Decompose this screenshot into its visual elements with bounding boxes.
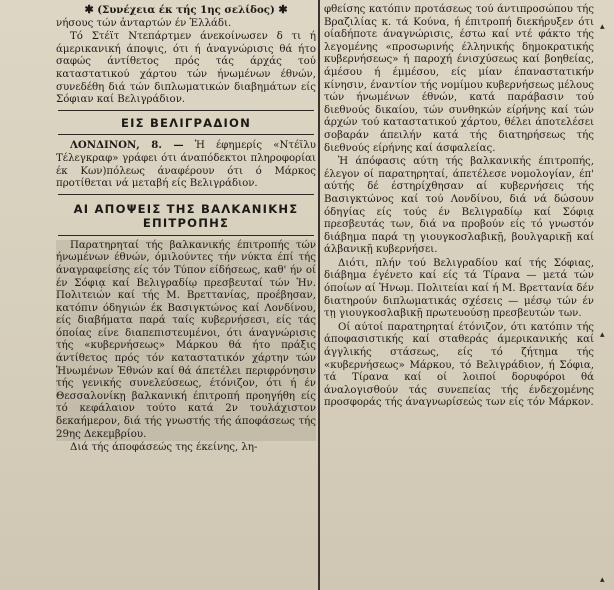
section-heading-balkan-committee xyxy=(56,202,316,230)
right-column xyxy=(324,0,594,411)
section-divider xyxy=(58,194,314,195)
intro-paragraph: Τό Στέϊτ Ντεπάρτμεν άνεκοίνωσεν δ τι ή άμερικανική άποψις, ότι ή ἀναγνώρισις θά ήτο σαφώς άντίθετος πρός τάς άρχάς τού καταστατικού χάρτου τών ήνωμένων έθνών, συνεδέθη διά τών διπλωματικών διαβημάτων είς Σόφιαν καί Βελιγράδιον. xyxy=(56,31,316,106)
section-divider xyxy=(58,110,314,111)
continuation-note: ✱ (Συνέχεια έκ τής 1ης σελίδος) ✱ xyxy=(84,3,288,16)
section-divider xyxy=(58,134,314,135)
margin-mark-icon: ▴ xyxy=(600,330,605,340)
dispatch-text: Ἡ έφημερίς «Ντέϊλυ Τέλεγκραφ» γράφει ότι άναπόδεκτοι πληροφορίαι έκ Κων)πόλεως άναφέρουν ότι ό Μάρκος προτίθεται νά μεταβή είς Βελιγράδιον. xyxy=(56,140,316,190)
london-dispatch xyxy=(56,139,316,190)
column-rule xyxy=(318,0,320,590)
heading-line: ΕΠΙΤΡΟΠΗΣ xyxy=(142,215,230,230)
body-paragraph: Διότι, πλήν τού Βελιγραδίου καί τής Σόφιας, διάβημα έγένετο καί είς τά Τίρανα — μετά τών όποίων αί Ἡνωμ. Πολιτείαι καί ή Μ. Βρεττανία δέν διατηρούν διπλωματικάς σχέσεις — μέσῳ τών έν τῃ γιουγκοσλαβικῇ πρωτευούσῃ πρεσβευτών των. xyxy=(324,257,594,320)
body-paragraph: Οί αύτοί παρατηρηταί έτόνιζον, ότι κατόπιν τής άποφασιστικής καί σταθεράς άμερικανικής καί άγγλικής στάσεως, είς τό ζήτημα τής «κυβερνήσεως» Μάρκου, τό Βελιγράδιον, ή Σόφια, τά Τίρανα καί οί λοιποί δορυφόροι θά άναλογισθούν τάς συνεπείας τής ένδεχομένης προσφοράς τής άναγνωρίσεώς των είς τόν Μάρκον. xyxy=(324,321,594,409)
dateline: ΛΟΝΔΙΝΟΝ, 8. — xyxy=(70,139,184,152)
body-paragraph: Ἡ άπόφασις αύτη τής βαλκανικής έπιτροπής, έλεγον οί παρατηρηταί, άπετέλεσε νομολογίαν, έπ' αύτής δέ έστηρίχθησαν αί κυβερνήσεις τής Βασιγκτώνος καί τού Λονδίνου, διά νά δώσουν όδηγίας είς τούς έν Βελιγραδίῳ καί Σόφιᾳ πρεσβευτάς των, διά να προβούν είς τό γνωστόν διάβημα παρά τῃ γιουγκοσλαβικῇ, βουλγαρικῇ καί άλβανικῇ κυβερνήσει. xyxy=(324,156,594,256)
body-paragraph: Διά τής άποφάσεώς της έκείνης, λη- xyxy=(70,442,258,454)
section-divider xyxy=(58,235,314,236)
star-ornament-icon: ✱ xyxy=(84,3,94,16)
heading-line: ΑΙ ΑΠΟΨΕΙΣ ΤΗΣ ΒΑΛΚΑΝΙΚΗΣ xyxy=(73,201,299,216)
left-column xyxy=(56,0,316,456)
star-ornament-icon: ✱ xyxy=(278,3,288,16)
margin-mark-icon: ▴ xyxy=(600,575,605,585)
section-heading-belgrade: ΕΙΣ ΒΕΛΙΓΡΑΔΙΟΝ xyxy=(121,115,251,130)
margin-mark-icon: ▴ xyxy=(600,22,605,32)
body-paragraph: Παρατηρηταί τής βαλκανικής έπιτροπής τών ήνωμένων έθνών, όμιλούντες τήν νύκτα έπί τής άναγραφείσης είς τόν Τύπον είδήσεως, καθ' ήν οί έν Σόφιᾳ καί Βελιγραδίῳ πρεσβευταί τών Ἡν. Πολιτειών καί τής Μ. Βρεττανίας, προέβησαν, κατόπιν όδηγιών έκ Βασιγκτώνος καί Λονδίνου, είς διαβήματα παρά ταίς κυβερνήσεσι, είς τάς όποίας είνε διαπεπιστευμένοι, ότι άναγνώρισις τής «κυβερνήσεως» Μάρκου θά ήτο πράξις άντίθετος πρός τόν καταστατικόν χάρτην τών Ἡνωμένων Ἐθνών καί θά άπετέλει περιφρόνησιν τής γενικής συνελεύσεως, έτόνιζον, ότι ή έν Θεσσαλονίκῃ βαλκανική έπιτροπή προηγήθη είς τό κεφάλαιον τούτο κατά 2ν τουλάχιστον δεκαήμερον, διά τής γνωστής τής άποφάσεως τής 29ης Δεκεμβρίου. xyxy=(56,239,316,440)
intro-paragraph: νήσους τών ἀνταρτών έν Ἑλλάδι. xyxy=(56,17,232,29)
body-paragraph: φθείσης κατόπιν προτάσεως τού άντιπροσώπου τής Βραζιλίας κ. τά Κούνα, ή έπιτροπή διεκήρυξεν ότι οίαδήποτε άναγνώρισις, έστω καί ντέ φάκτο τής λεγομένης «προσωρινής έλληνικής δημοκρατικής κυβερνήσεως» ή παροχή ένισχύσεως καί βοηθείας, άμέσου ή έμμέσου, είς μίαν έπαναστατικήν κίνησιν, έναντίον τής νομίμου κυβερνήσεως μέλους τών ήνωμένων έθνών, κατά παράβασιν τού διεθνούς δικαίου, τών συνθηκών είρήνης καί τών άρχών τού καταστατικού χάρτου, θέλει άποτελέσει σοβαράν άπειλήν κατά τής διατηρήσεως τής διεθνούς είρήνης καί άσφαλείας. xyxy=(324,4,594,154)
